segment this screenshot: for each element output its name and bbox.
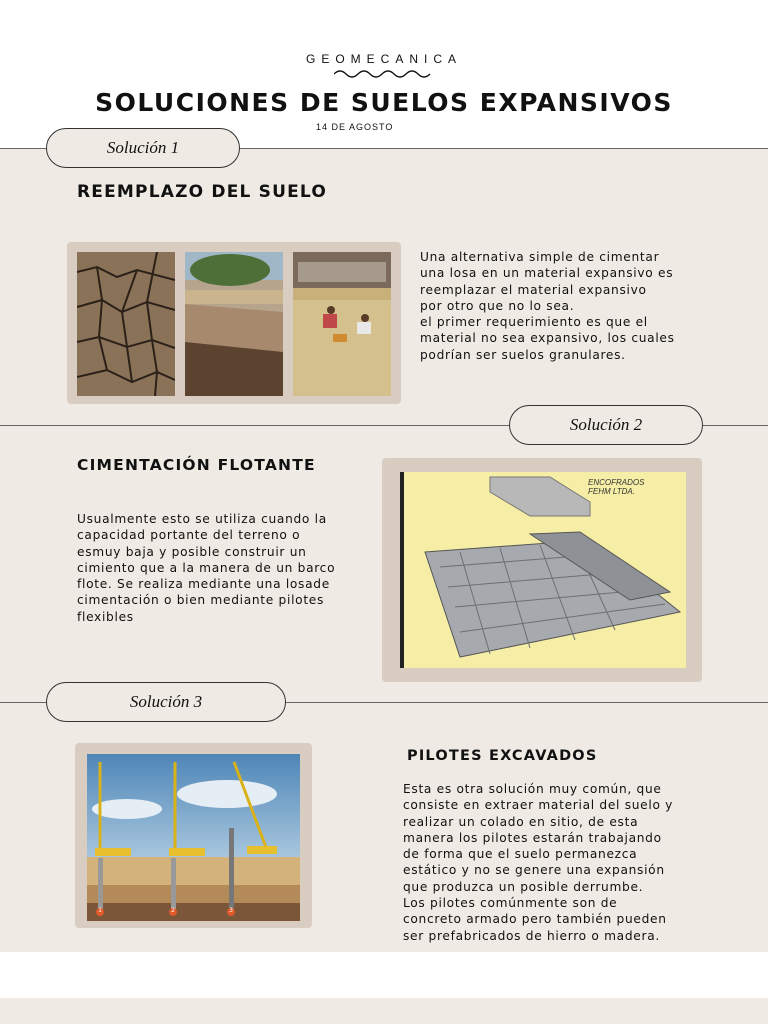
solution-1-pill: Solución 1 bbox=[46, 128, 240, 168]
solution-1-text: Una alternativa simple de cimentar una losa en un material expansivo es reemplazar el material expansivo por otro que no lo sea. el primer requerimiento es que el material no sea expansivo, los cuales podrían ser suelos granulares. bbox=[420, 250, 675, 362]
piling-rigs-illustration bbox=[87, 754, 300, 921]
page-date: 14 DE AGOSTO bbox=[316, 122, 394, 132]
page-title: SOLUCIONES DE SUELOS EXPANSIVOS bbox=[95, 88, 673, 117]
solution-3-heading: PILOTES EXCAVADOS bbox=[407, 748, 598, 764]
step-1-label: 1 bbox=[98, 907, 102, 914]
brand-name: GEOMECANICA bbox=[305, 52, 462, 66]
solution-2-text: Usualmente esto se utiliza cuando la capacidad portante del terreno o esmuy baja y posible construir un cimiento que a la manera de un barco flote. Se realiza mediante una losade cimentación o bien mediante pilotes flexibles bbox=[77, 512, 336, 624]
solution-2-pill: Solución 2 bbox=[509, 405, 703, 445]
solution-3-text: Esta es otra solución muy común, que consiste en extraer material del suelo y realizar un colado en sitio, de esta manera los pilotes estarán trabajando de forma que el suelo permanezca estático y no se genere una expansión que produzca un posible derrumbe. Los pilotes comúnmente son de concreto armado pero también pueden ser prefabricados de hierro o madera. bbox=[403, 782, 674, 943]
solution-3-pill: Solución 3 bbox=[46, 682, 286, 722]
excavation-photo bbox=[185, 252, 283, 396]
wave-divider bbox=[334, 68, 434, 80]
floating-foundation-illustration bbox=[400, 472, 686, 668]
cracked-soil-photo bbox=[77, 252, 175, 396]
solution-1-heading: REEMPLAZO DEL SUELO bbox=[77, 182, 327, 202]
step-3-label: 3 bbox=[229, 907, 233, 914]
workers-photo bbox=[293, 252, 391, 396]
page-header bbox=[0, 0, 768, 148]
step-2-label: 2 bbox=[171, 907, 175, 914]
page-footer-band bbox=[0, 952, 768, 998]
encofrados-logo: ENCOFRADOS FEHM LTDA. bbox=[588, 478, 645, 496]
solution-2-heading: CIMENTACIÓN FLOTANTE bbox=[77, 456, 316, 474]
